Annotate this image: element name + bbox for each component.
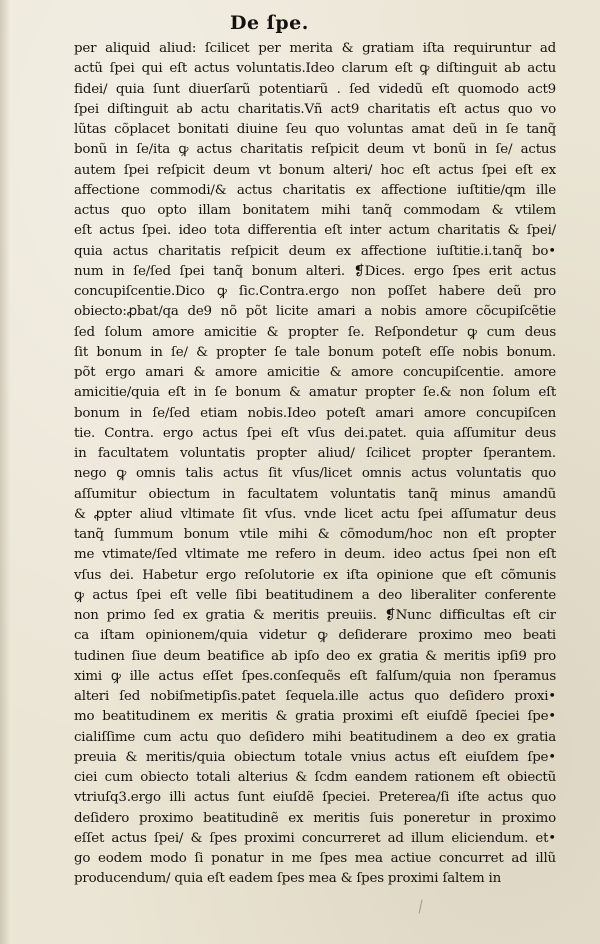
text-line: deſidero proximo beatitudinẽ ex meritis ſuis poneretur in proximo: [74, 810, 556, 826]
text-line: amicitie/quia eſt in ſe bonum & amatur propter ſe.& non ſolum eſt: [74, 385, 556, 401]
running-head: De ſpe.: [230, 12, 309, 34]
gutter-shadow: [0, 0, 10, 944]
text-line: actus quo opto illam bonitatem mihi tanq̃ commodam & vtilem: [74, 203, 556, 218]
text-block: [74, 39, 556, 890]
text-line: nego ꝙ omnis talis actus ſit vſus/licet omnis actus voluntatis quo: [74, 466, 556, 482]
text-line: eſt actus ſpei. ideo tota differentia eſt inter actum charitatis & ſpei/: [74, 223, 556, 239]
text-line: actũ ſpei qui eſt actus voluntatis.Ideo clarum eſt ꝙ diſtinguit ab actu: [74, 61, 556, 77]
text-line: ca iſtam opinionem/quia videtur ꝙ deſiderare proximo meo beati: [74, 628, 556, 644]
text-line: affectione commodi/& actus charitatis ex affectione iuſtitie/qm ille: [74, 182, 556, 198]
text-line: preuia & meritis/quia obiectum totale vnius actus eſt eiuſdem ſpe•: [74, 749, 556, 765]
text-line: fidei/ quia ſunt diuerſarũ potentiarũ . ſed videdũ eſt quomodo act9: [74, 81, 556, 97]
text-line: cialiſſime cum actu quo deſidero mihi beatitudinem a deo ex gratia: [74, 729, 556, 745]
text-line: aſſumitur obiectum in facultatem voluntatis tanq̃ minus amandũ: [74, 486, 556, 502]
text-line: eſſet actus ſpei/ & ſpes proximi concurreret ad illum eliciendum. et•: [74, 830, 556, 846]
text-line: tudinen ſiue deum beatifice ab ipſo deo ex gratia & meritis ipſi9 pro: [74, 648, 556, 664]
text-line: lũtas cõplacet bonitati diuine ſeu quo voluntas amat deũ in ſe tanq̃: [74, 122, 556, 137]
text-line: me vtimate/ſed vltimate me refero in deum. ideo actus ſpei non eſt: [74, 547, 556, 563]
text-line: per aliquid aliud: ſcilicet per merita & gratiam iſta requiruntur ad: [74, 41, 556, 56]
text-line: producendum/ quia eſt eadem ſpes mea & ſpes proximi ſaltem in: [74, 871, 502, 887]
text-line: in facultatem voluntatis propter aliud/ ſcilicet propter ſperantem.: [74, 446, 556, 461]
text-line: num in ſe/ſed ſpei tanq̃ bonum alteri. ❡Dices. ergo ſpes erit actus: [74, 263, 556, 279]
text-line: ſpei diſtinguit ab actu charitatis.Vñ act9 charitatis eſt actus quo vo: [74, 101, 556, 117]
text-line: ſed ſolum amore amicitie & propter ſe. Reſpondetur ꝙ cum deus: [74, 324, 556, 340]
text-line: tie. Contra. ergo actus ſpei eſt vſus dei.patet. quia aſſumitur deus: [74, 425, 556, 441]
text-line: bonum in ſe/ſed etiam nobis.Ideo poteſt amari amore concupiſcen: [74, 405, 556, 421]
text-line: ſit bonum in ſe/ & propter ſe tale bonum poteſt eſſe nobis bonum.: [74, 344, 556, 360]
text-line: obiecto:ꝓbat/qa de9 nõ põt licite amari a nobis amore cõcupiſcẽtie: [74, 304, 556, 320]
text-line: vtriuſq3.ergo illi actus ſunt eiuſdẽ ſpeciei. Preterea/ſi iſte actus quo: [74, 790, 556, 806]
text-line: ciei cum obiecto totali alterius & ſcdm eandem rationem eſt obiectũ: [74, 770, 556, 785]
text-line: alteri ſed nobiſmetipſis.patet ſequela.ille actus quo deſidero proxi•: [74, 689, 556, 704]
text-line: & ꝓpter aliud vltimate ſit vſus. vnde licet actu ſpei aſſumatur deus: [74, 506, 556, 522]
text-line: ꝙ actus ſpei eſt velle ſibi beatitudinem a deo liberaliter conferente: [74, 587, 556, 603]
text-line: põt ergo amari & amore amicitie & amore concupiſcentie. amore: [74, 365, 556, 380]
text-line: vſus dei. Habetur ergo reſolutorie ex iſta opinione que eſt cõmunis: [74, 567, 556, 583]
text-line: quia actus charitatis reſpicit deum ex affectione iuſtitie.i.tanq̃ bo•: [74, 243, 556, 259]
text-line: concupiſcentie.Dico ꝙ ſic.Contra.ergo non poſſet habere deũ pro: [74, 284, 556, 299]
text-line: tanq̃ ſummum bonum vtile mihi & cõmodum/hoc non eſt propter: [74, 527, 556, 542]
text-line: non primo ſed ex gratia & meritis preuiis. ❡Nunc difficultas eſt cir: [74, 608, 556, 623]
text-line: mo beatitudinem ex meritis & gratia proximi eſt eiuſdẽ ſpeciei ſpe•: [74, 709, 556, 725]
text-line: go eodem modo ſi ponatur in me ſpes mea actiue concurret ad illũ: [74, 851, 556, 866]
text-line: autem ſpei reſpicit deum vt bonum alteri/ hoc eſt actus ſpei eſt ex: [74, 162, 556, 178]
text-line: bonũ in ſe/ita ꝙ actus charitatis reſpicit deum vt bonũ in ſe/ actus: [74, 142, 556, 158]
ink-mark: [419, 900, 427, 915]
text-line: ximi ꝙ ille actus eſſet ſpes.conſequẽs eſt falſum/quia non ſperamus: [74, 668, 556, 684]
